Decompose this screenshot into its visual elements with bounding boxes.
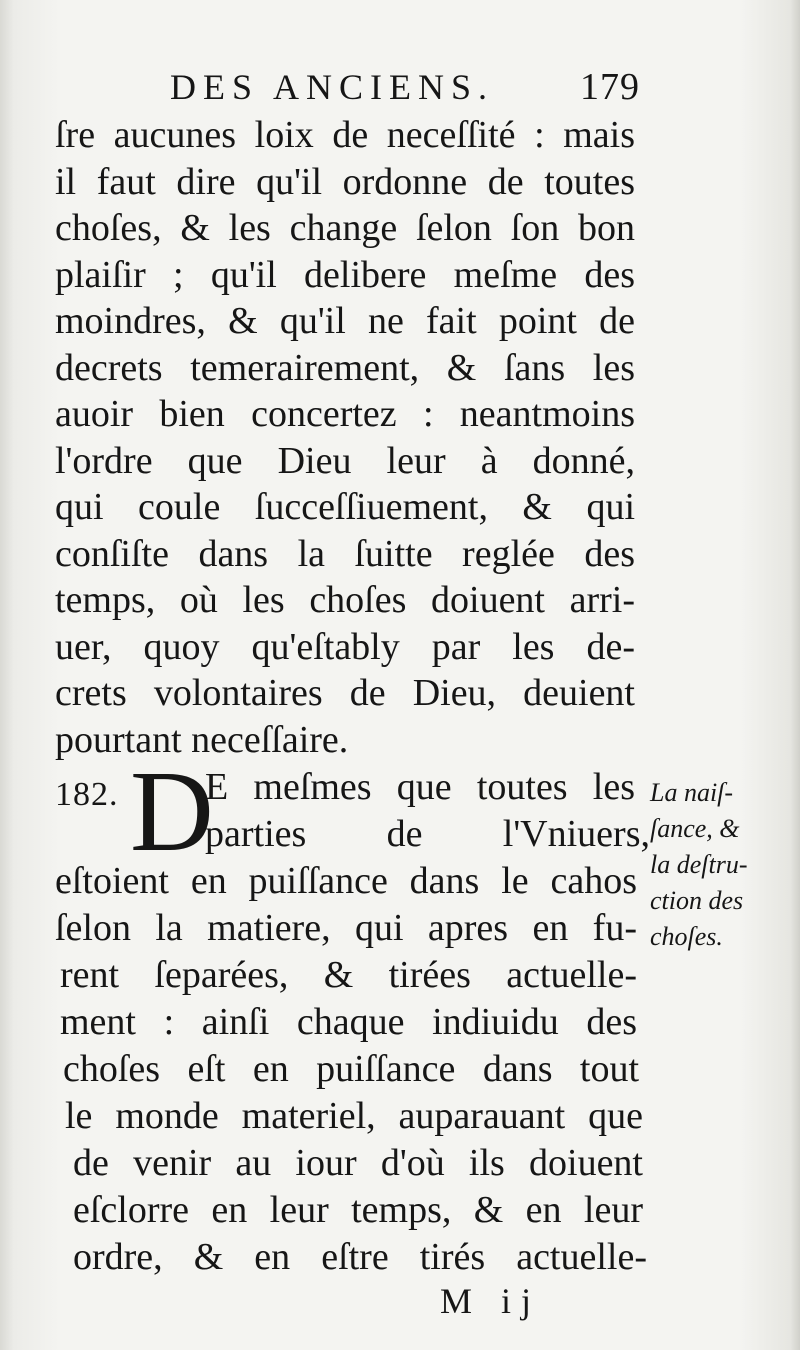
text-line: choſes, & les change ſelon ſon bon — [55, 207, 635, 249]
margin-note — [650, 775, 780, 955]
text-line: ordre, & en eſtre tirés actuelle- — [73, 1236, 647, 1278]
text-line: il faut dire qu'il ordonne de toutes — [55, 160, 635, 203]
margin-note-line: La naiſ- — [650, 778, 734, 807]
text-line: l'ordre que Dieu leur à donné, — [55, 439, 635, 482]
margin-note-line: choſes. — [650, 922, 723, 951]
text-line: qui coule ſucceſſiuement, & qui — [55, 486, 635, 528]
text-line: uer, quoy qu'eſtably par les de- — [55, 625, 635, 668]
signature-mark: M ij — [440, 1281, 542, 1321]
text-line: ſelon la matiere, qui apres en fu- — [55, 907, 637, 949]
text-line: auoir bien concertez : neantmoins — [55, 393, 635, 435]
text-line: le monde materiel, auparauant que — [65, 1095, 643, 1137]
page-header — [150, 62, 640, 112]
text-line: rent ſeparées, & tirées actuelle- — [60, 954, 637, 996]
paragraph-181-continuation — [55, 112, 635, 763]
page-number: 179 — [580, 66, 640, 108]
margin-note-line: la deſtru- — [650, 850, 748, 879]
text-line: de venir au iour d'où ils doiuent — [73, 1142, 643, 1184]
text-line: choſes eſt en puiſſance dans tout — [63, 1048, 639, 1090]
text-line: ſre aucunes loix de neceſſité : mais — [55, 114, 635, 156]
text-line: moindres, & qu'il ne fait point de — [55, 300, 635, 342]
paragraph-number: 182. — [55, 776, 119, 813]
text-line: conſiſte dans la ſuitte reglée des — [55, 532, 635, 575]
text-line: crets volontaires de Dieu, deuient — [55, 672, 635, 714]
text-line: eſtoient en puiſſance dans le cahos — [55, 860, 637, 902]
text-line: E meſmes que toutes les — [205, 766, 635, 808]
text-line: pourtant neceſſaire. — [55, 718, 349, 761]
text-line: ment : ainſi chaque indiuidu des — [60, 1001, 637, 1043]
margin-note-line: ction des — [650, 886, 744, 915]
text-line: decrets temerairement, & ſans les — [55, 346, 635, 389]
drop-cap: D — [130, 748, 214, 876]
running-head: DES ANCIENS. — [170, 67, 495, 107]
margin-note-line: ſance, & — [650, 814, 740, 843]
text-line: plaiſir ; qu'il delibere meſme des — [55, 253, 635, 296]
text-line: temps, où les choſes doiuent arri- — [55, 579, 635, 621]
text-line: parties de l'Vniuers, — [205, 813, 650, 855]
text-line: eſclorre en leur temps, & en leur — [73, 1189, 643, 1231]
